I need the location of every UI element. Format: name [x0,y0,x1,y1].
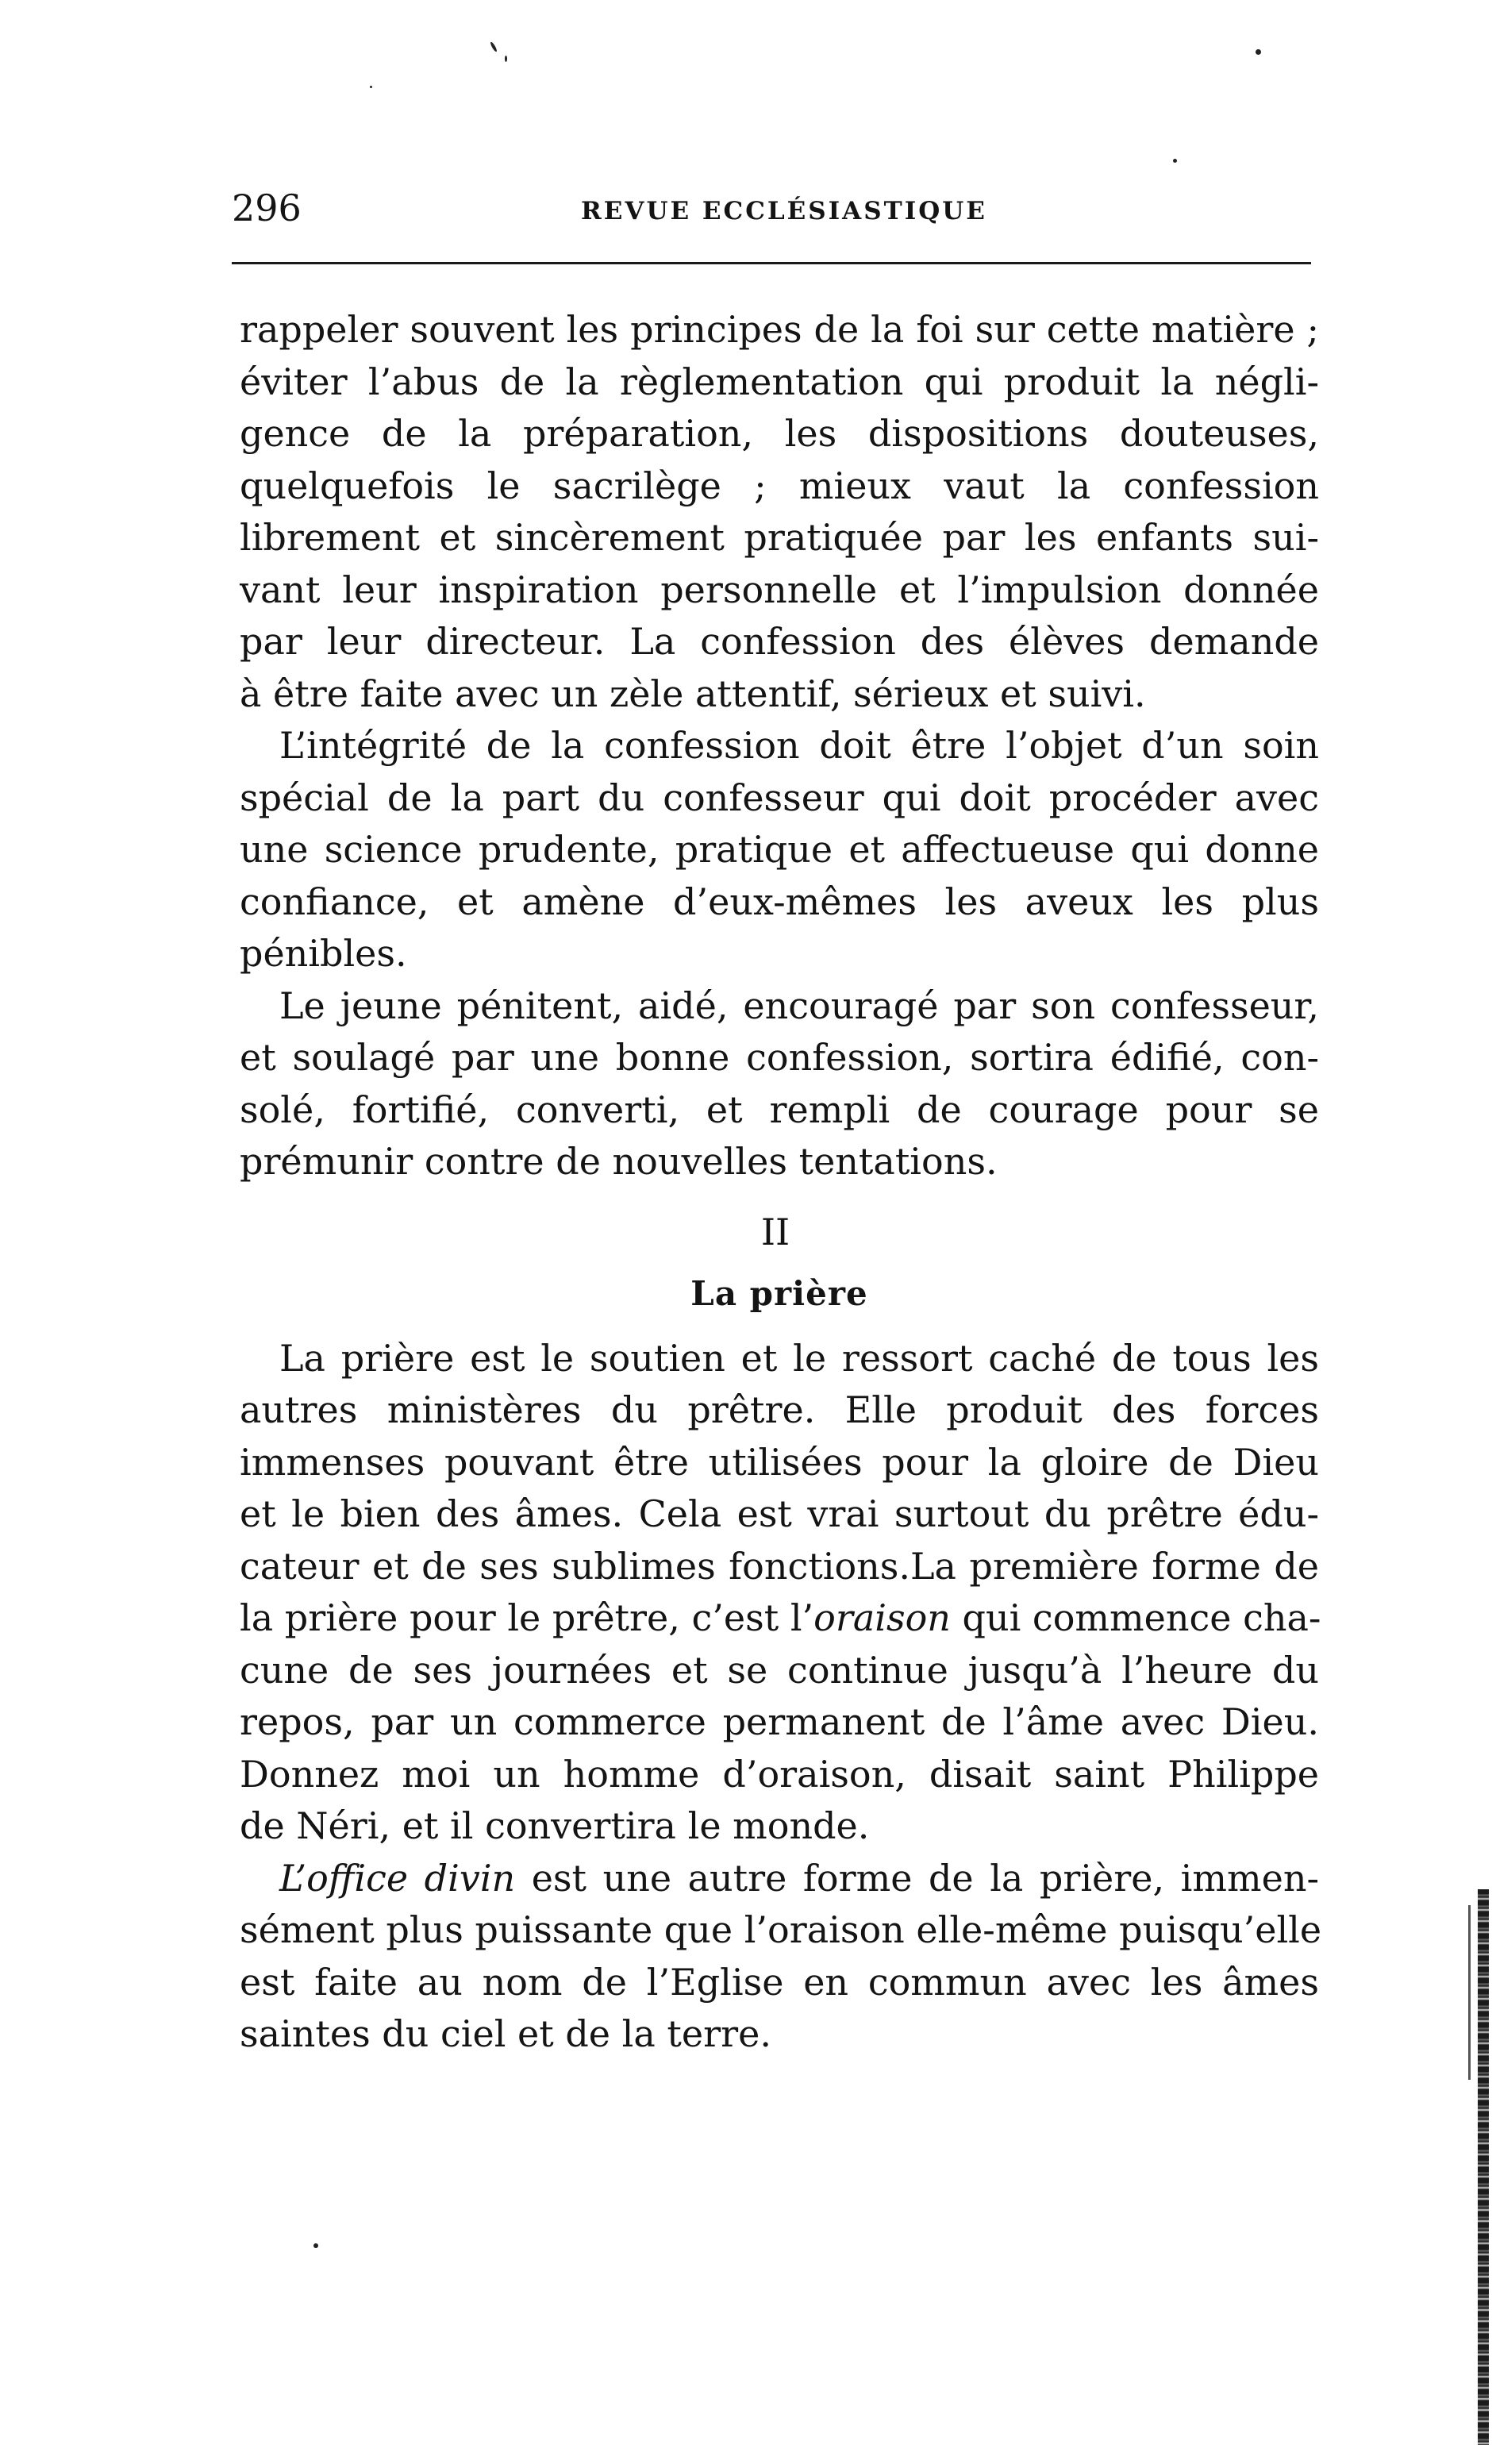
text-line: à être faite avec un zèle attentif, sérieux et suivi. [240,672,1146,715]
text-line: repos, par un commerce permanent de l’âme avec Dieu. [240,1700,1319,1743]
text-line: et le bien des âmes. Cela est vrai surtout du prêtre édu- [240,1492,1319,1535]
text-line: pénibles. [240,932,407,975]
text-line: vant leur inspiration personnelle et l’impulsion donnée [240,568,1319,611]
page-header [232,184,1327,232]
text-line: gence de la préparation, les dispositions douteuses, [240,412,1319,455]
paragraph [240,980,1319,1188]
text-line: par leur directeur. La confession des élèves demande [240,620,1319,663]
running-head: REVUE ECCLÉSIASTIQUE [581,197,987,225]
paragraph [240,720,1319,980]
ink-speck [370,86,372,88]
section-number: II [760,1210,790,1253]
text-line: spécial de la part du confesseur qui doit procéder avec [240,776,1319,819]
section-title: La prière [690,1273,868,1313]
ink-speck [1256,49,1261,55]
text-line: Le jeune pénitent, aidé, encouragé par son confesseur, [279,984,1319,1027]
text-line: autres ministères du prêtre. Elle produit des forces [240,1388,1319,1431]
text-line: solé, fortifié, converti, et rempli de courage pour se [240,1088,1319,1131]
text-line: cateur et de ses sublimes fonctions.La première forme de [240,1544,1319,1588]
text-line: éviter l’abus de la règlementation qui produit la négli- [240,360,1319,403]
text-line: Donnez moi un homme d’oraison, disait saint Philippe [240,1752,1319,1796]
text-run: est une autre forme de la prière, immen- [515,1856,1319,1900]
text-line: confiance, et amène d’eux-mêmes les aveux les plus [240,880,1319,923]
text-line: immenses pouvant être utilisées pour la gloire de Dieu [240,1440,1319,1484]
text-run: la prière pour le prêtre, c’est l’ [240,1596,814,1639]
page-number: 296 [232,187,302,229]
body-text [240,304,1322,2061]
scan-edge-strip [1478,1889,1489,2445]
header-rule [232,262,1311,264]
italic-term: L’office divin [279,1856,516,1900]
ink-speck [505,56,507,62]
text-run: qui commence cha- [950,1596,1321,1639]
ink-speck [313,2243,318,2248]
paragraph [240,1853,1322,2061]
ink-speck [1173,159,1177,163]
text-line: est faite au nom de l’Eglise en commun avec les âmes [240,1960,1319,2004]
text-line: prémunir contre de nouvelles tentations. [240,1140,998,1183]
text-line: quelquefois le sacrilège ; mieux vaut la confession [240,464,1319,507]
paragraph [240,304,1319,720]
ink-speck [490,41,498,52]
text-line: L’intégrité de la confession doit être l’objet d’un soin [279,724,1319,767]
text-line: rappeler souvent les principes de la foi sur cette matière ; [240,308,1319,351]
paragraph [240,1333,1319,1853]
text-line: de Néri, et il convertira le monde. [240,1804,870,1847]
text-line: La prière est le soutien et le ressort caché de tous les [279,1336,1319,1380]
scan-edge-mark [1468,1905,1471,2080]
text-line: librement et sincèrement pratiquée par les enfants sui- [240,516,1319,559]
italic-term: oraison [813,1596,951,1639]
text-line: cune de ses journées et se continue jusqu’à l’heure du [240,1648,1319,1692]
text-line: et soulagé par une bonne confession, sortira édifié, con- [240,1036,1319,1079]
text-line: saintes du ciel et de la terre. [240,2012,771,2055]
text-line [240,1592,1319,1645]
text-line [240,1853,1319,1905]
text-line: une science prudente, pratique et affectueuse qui donne [240,828,1319,871]
text-line: sément plus puissante que l’oraison elle-même puisqu’elle [240,1908,1322,1951]
